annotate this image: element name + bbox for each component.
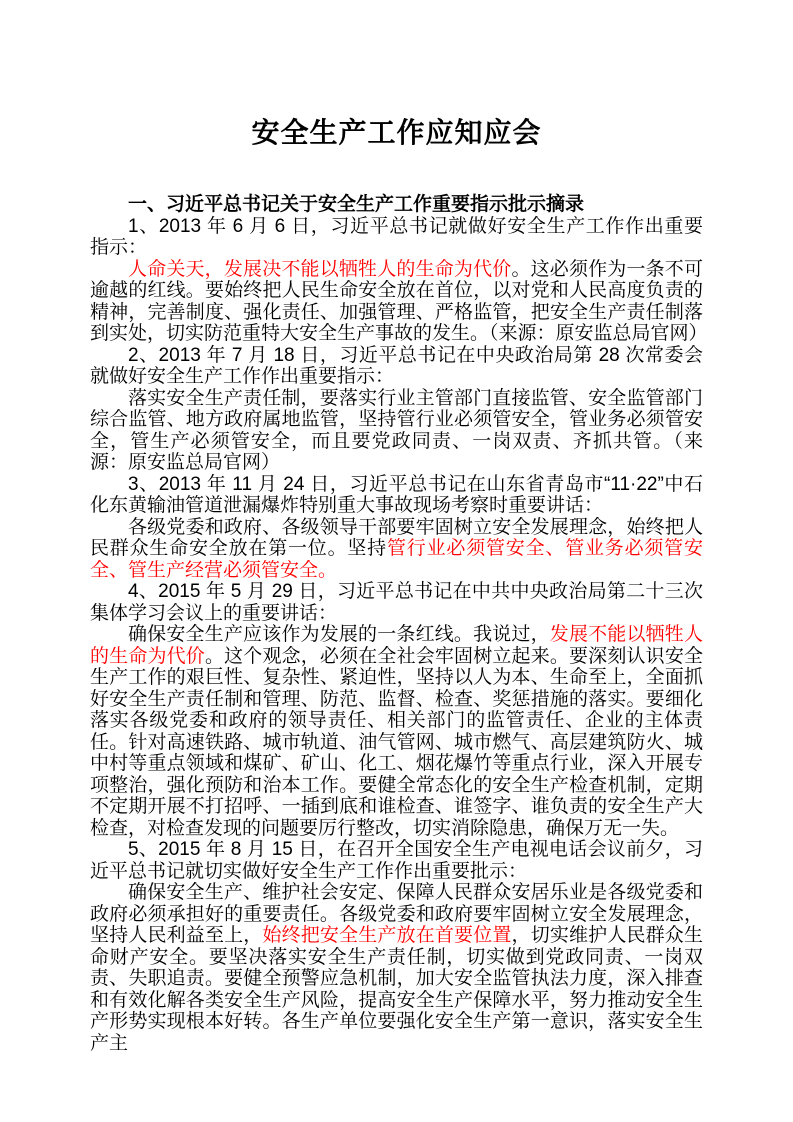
highlighted-text-run: 管行业必须管安全、管业务必须管安全、管生产经营必须管安全。	[90, 538, 703, 581]
text-run: 。这个观念，必须在全社会牢固树立起来。要深刻认识安全生产工作的艰巨性、复杂性、紧迫性，坚持以人为本、生命至上，全面抓好安全生产责任制和管理、防范、监督、检查、奖惩措施的落实。要细化落实各级党委和政府的领导责任、相关部门的监管责任、企业的主体责任。针对高速铁路、城市轨道、油气管网、城市燃气、高层建筑防火、城中村等重点领域和煤矿、矿山、化工、烟花爆竹等重点行业，深入开展专项整治，强化预防和治本工作。要健全常态化的安全生产检查机制，定期不定期开展不打招呼、一插到底和谁检查、谁签字、谁负责的安全生产大检查，对检查发现的问题要厉行整改，切实消除隐患，确保万无一失。	[90, 645, 703, 839]
text-run: 确保安全生产、维护社会安定、保障人民群众安居乐业是各级党委和政府必须承担好的重要责任。各级党委和政府要牢固树立安全发展理念，坚持人民利益至上，	[90, 882, 703, 946]
text-run: 落实安全生产责任制，要落实行业主管部门直接监管、安全监管部门综合监管、地方政府属地监管，坚持管行业必须管安全，管业务必须管安全，管生产必须管安全，而且要党政同责、一岗双责、齐抓共管。（来源：原安监总局官网）	[90, 387, 703, 473]
highlighted-text-run: 人命关天，发展决不能以牺牲人的生命为代价	[128, 258, 512, 280]
instruction-4-intro	[90, 581, 703, 624]
instruction-1-intro	[90, 216, 703, 259]
text-run: ，切实维护人民群众生命财产安全。要坚决落实安全生产责任制，切实做到党政同责、一岗双责、失职追责。要健全预警应急机制，加大安全监管执法力度，深入排查和有效化解各类安全生产风险，提高安全生产保障水平，努力推动安全生产形势实现根本好转。各生产单位要强化安全生产第一意识，落实安全生产主	[90, 925, 703, 1054]
text-run: 5、2015 年 8 月 15 日，在召开全国安全生产电视电话会议前夕，习近平总书记就切实做好安全生产工作作出重要批示：	[90, 839, 703, 882]
instruction-1-quote	[90, 258, 708, 345]
text-run: 3、2013 年 11 月 24 日，习近平总书记在山东省青岛市“11·22”中石化东黄输油管道泄漏爆炸特别重大事故现场考察时重要讲话：	[90, 473, 703, 516]
highlighted-text-run: 发展不能以牺牲人的生命为代价	[90, 624, 703, 667]
text-run: 4、2015 年 5 月 29 日，习近平总书记在中共中央政治局第二十三次集体学习会议上的重要讲话：	[90, 581, 703, 624]
highlighted-text-run: 始终把安全生产放在首要位置	[262, 925, 512, 946]
instruction-4-quote	[90, 624, 703, 839]
instruction-5-quote	[90, 882, 703, 1054]
text-run: 。这必须作为一条不可逾越的红线。要始终把人民生命安全放在首位，以对党和人民高度负责的精神，完善制度、强化责任、加强管理、严格监管，把安全生产责任制落到实处，切实防范重特大安全生产事故的发生。（来源：原安监总局官网）	[90, 258, 708, 344]
text-run: 各级党委和政府、各级领导干部要牢固树立安全发展理念，始终把人民群众生命安全放在第一位。坚持	[90, 516, 703, 559]
text-run: 1、2013 年 6 月 6 日，习近平总书记就做好安全生产工作作出重要指示：	[90, 215, 703, 258]
section-heading: 一、习近平总书记关于安全生产工作重要指示批示摘录	[128, 194, 585, 215]
text-run: 2、2013 年 7 月 18 日，习近平总书记在中央政治局第 28 次常委会就做好安全生产工作作出重要指示：	[90, 344, 703, 387]
text-run: 确保安全生产应该作为发展的一条红线。我说过，	[128, 624, 550, 645]
document-title: 安全生产工作应知应会	[251, 117, 542, 148]
instruction-2-intro	[90, 345, 703, 388]
instruction-5-intro	[90, 839, 703, 882]
instruction-3-intro	[90, 474, 703, 517]
document-body	[90, 194, 708, 1054]
instruction-2-quote	[90, 388, 703, 474]
instruction-3-quote	[90, 517, 703, 582]
